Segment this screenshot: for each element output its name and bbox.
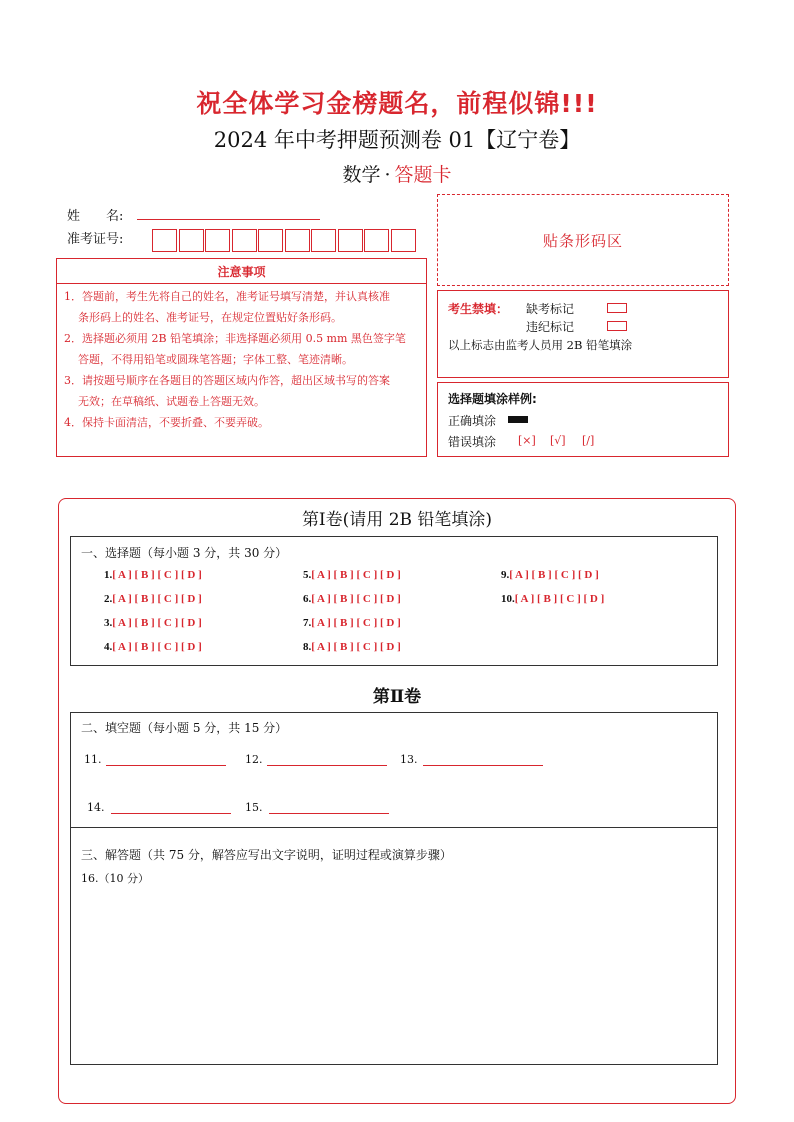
notice-item-1 xyxy=(64,286,426,328)
absent-mark-box[interactable] xyxy=(607,303,627,313)
wrong-mark-3: [/] xyxy=(582,434,595,447)
fill-number-15: 15. xyxy=(245,801,263,814)
exam-id-cell[interactable] xyxy=(179,229,204,252)
dot-separator: · xyxy=(384,164,391,186)
notice-body xyxy=(56,283,427,457)
notice-line: 无效；在草稿纸、试题卷上答题无效。 xyxy=(78,395,265,408)
mc-section xyxy=(70,536,718,666)
wrong-mark-2: [√] xyxy=(550,434,566,447)
answer-card-label: 答题卡 xyxy=(394,164,452,186)
mc-question-8[interactable]: 8.[ A ] [ B ] [ C ] [ D ] xyxy=(303,641,401,653)
fill-number-14: 14. xyxy=(87,801,105,814)
name-label: 姓 名: xyxy=(67,209,124,224)
notice-item-4 xyxy=(64,412,426,433)
notice-line: 条形码上的姓名、准考证号，在规定位置贴好条形码。 xyxy=(78,311,342,324)
question-16-label: 16.（10 分） xyxy=(81,872,149,885)
mc-question-4[interactable]: 4.[ A ] [ B ] [ C ] [ D ] xyxy=(104,641,202,653)
mc-question-9[interactable]: 9.[ A ] [ B ] [ C ] [ D ] xyxy=(501,569,599,581)
violation-mark-box[interactable] xyxy=(607,321,627,331)
mc-question-10[interactable]: 10.[ A ] [ B ] [ C ] [ D ] xyxy=(501,593,605,605)
mc-title: 一、选择题（每小题 3 分，共 30 分） xyxy=(81,546,288,560)
fill-section xyxy=(70,712,718,828)
exam-id-cell[interactable] xyxy=(285,229,310,252)
fill-blank-13[interactable] xyxy=(423,753,543,766)
correct-fill-sample xyxy=(508,416,528,423)
fill-number-13: 13. xyxy=(400,753,418,766)
exam-id-cell[interactable] xyxy=(391,229,416,252)
correct-label: 正确填涂 xyxy=(448,414,497,428)
part2-heading: 第Ⅱ卷 xyxy=(372,687,422,707)
fill-number-12: 12. xyxy=(245,753,263,766)
exam-id-cell[interactable] xyxy=(364,229,389,252)
exam-id-cell[interactable] xyxy=(338,229,363,252)
slogan: 祝全体学习金榜题名，前程似锦!!! xyxy=(196,89,598,118)
forbidden-note: 以上标志由监考人员用 2B 铅笔填涂 xyxy=(448,338,633,352)
exam-id-cell[interactable] xyxy=(258,229,283,252)
exam-id-cell[interactable] xyxy=(311,229,336,252)
exam-id-cell[interactable] xyxy=(152,229,177,252)
name-field[interactable] xyxy=(137,219,320,220)
notice-heading: 注意事项 xyxy=(217,264,266,279)
absent-label: 缺考标记 xyxy=(526,302,575,316)
exam-id-label: 准考证号: xyxy=(67,232,124,247)
notice-line: 1．答题前，考生先将自己的姓名，准考证号填写清楚，并认真核准 xyxy=(64,290,390,303)
exam-id-cell[interactable] xyxy=(205,229,230,252)
exam-id-cell[interactable] xyxy=(232,229,257,252)
fill-blank-14[interactable] xyxy=(111,801,231,814)
barcode-area xyxy=(437,194,729,286)
fill-blank-12[interactable] xyxy=(267,753,387,766)
fill-title: 二、填空题（每小题 5 分，共 15 分） xyxy=(81,721,288,735)
mc-question-7[interactable]: 7.[ A ] [ B ] [ C ] [ D ] xyxy=(303,617,401,629)
barcode-label: 贴条形码区 xyxy=(542,231,623,250)
fill-blank-11[interactable] xyxy=(106,753,226,766)
page-subtitle xyxy=(0,160,794,187)
notice-line: 2．选择题必须用 2B 铅笔填涂；非选择题必须用 0.5 mm 黑色签字笔 xyxy=(64,332,406,345)
fill-number-11: 11. xyxy=(84,753,102,766)
part1-heading: 第Ⅰ卷(请用 2B 铅笔填涂) xyxy=(301,510,493,530)
mc-question-1[interactable]: 1.[ A ] [ B ] [ C ] [ D ] xyxy=(104,569,202,581)
mc-question-3[interactable]: 3.[ A ] [ B ] [ C ] [ D ] xyxy=(104,617,202,629)
notice-line: 3．请按题号顺序在各题目的答题区域内作答，超出区域书写的答案 xyxy=(64,374,390,387)
mc-question-2[interactable]: 2.[ A ] [ B ] [ C ] [ D ] xyxy=(104,593,202,605)
notice-header xyxy=(56,258,427,284)
fill-blank-15[interactable] xyxy=(269,801,389,814)
mc-question-5[interactable]: 5.[ A ] [ B ] [ C ] [ D ] xyxy=(303,569,401,581)
mc-question-6[interactable]: 6.[ A ] [ B ] [ C ] [ D ] xyxy=(303,593,401,605)
notice-line: 4．保持卡面清洁，不要折叠、不要弄破。 xyxy=(64,416,269,429)
page-title: 2024 年中考押题预测卷 01【辽宁卷】 xyxy=(213,128,581,152)
violation-label: 违纪标记 xyxy=(526,320,575,334)
notice-item-3 xyxy=(64,370,426,412)
notice-item-2 xyxy=(64,328,426,370)
solve-section[interactable] xyxy=(70,827,718,1065)
forbidden-box xyxy=(437,290,729,378)
sample-box xyxy=(437,382,729,457)
sample-title: 选择题填涂样例: xyxy=(448,392,537,406)
wrong-label: 错误填涂 xyxy=(448,435,497,449)
exam-id-grid[interactable] xyxy=(152,229,417,252)
subject-label: 数学 xyxy=(342,164,381,186)
notice-line: 答题，不得用铅笔或圆珠笔答题；字体工整、笔迹清晰。 xyxy=(78,353,353,366)
forbidden-title: 考生禁填： xyxy=(448,302,509,316)
solve-title: 三、解答题（共 75 分，解答应写出文字说明，证明过程或演算步骤） xyxy=(81,848,452,862)
wrong-mark-1: [×] xyxy=(518,434,536,447)
